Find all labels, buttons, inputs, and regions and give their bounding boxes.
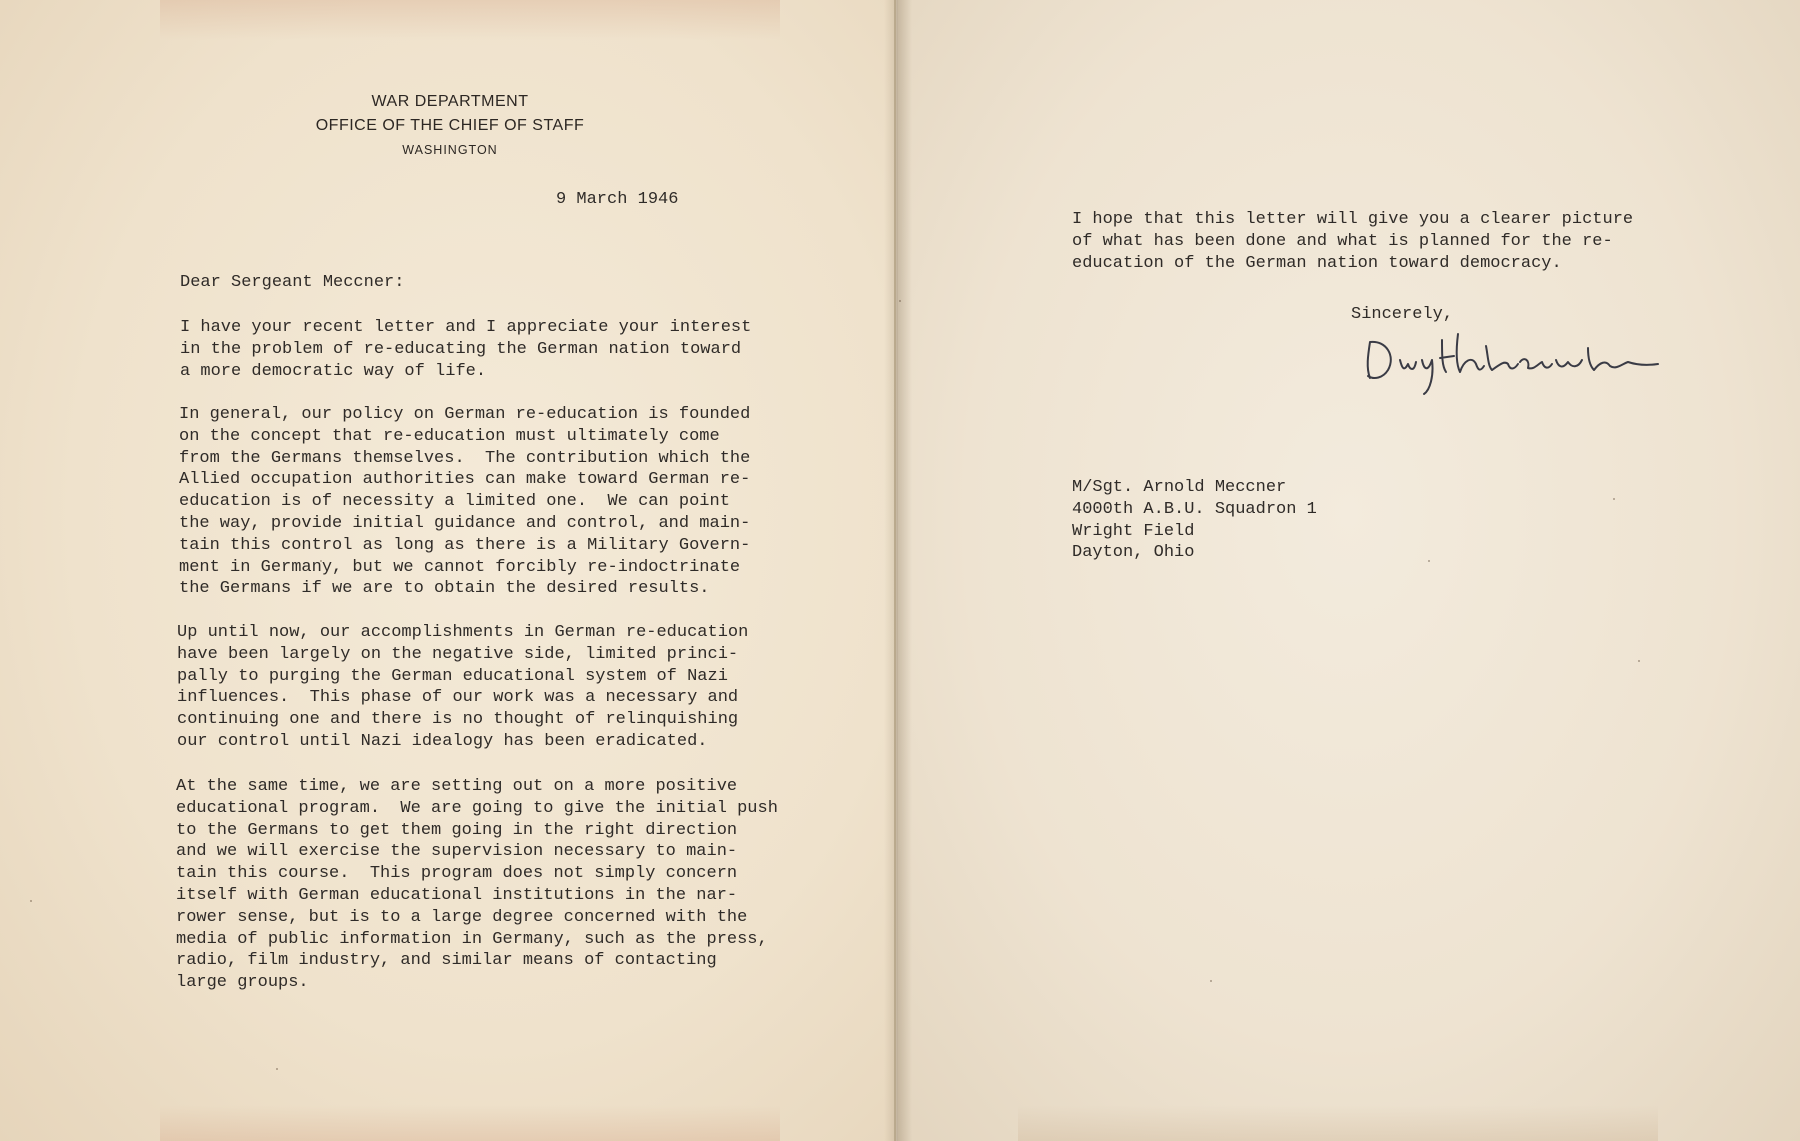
- letterhead-department: WAR DEPARTMENT: [371, 93, 529, 110]
- paper-stain-top: [160, 0, 780, 40]
- paper-stain-bottom: [1018, 1105, 1658, 1141]
- body-paragraph: Up until now, our accomplishments in German re-education have been largely on the negative side, limited princi- pally to purging the German educational system of Nazi influences. This phase of our work was a necessary and continuing one and there is no thought of relinquishing our control until Nazi idealogy has been eradicated.: [177, 623, 749, 751]
- recipient-address: [1072, 477, 1317, 564]
- closing-paragraph: I hope that this letter will give you a clearer picture of what has been done and what is planned for the re- education of the German nation toward democracy.: [1072, 210, 1634, 273]
- letterhead-office: OFFICE OF THE CHIEF OF STAFF: [315, 117, 585, 134]
- address-line: 4000th A.B.U. Squadron 1: [1072, 499, 1317, 519]
- paper-stain-bottom: [160, 1105, 780, 1141]
- letterhead: [290, 90, 610, 162]
- letterhead-city: WASHINGTON: [402, 143, 498, 157]
- body-paragraph: I have your recent letter and I appreciate your interest in the problem of re-educating the German nation toward a more democratic way of life.: [180, 318, 752, 381]
- complimentary-close: Sincerely,: [1351, 305, 1454, 324]
- body-paragraph: In general, our policy on German re-education is founded on the concept that re-education must ultimately come from the Germans themselves. The contribution which the Allied occupation authorities can make toward German re- education is of necessity a limited one. We can point the way, provide initial guidance and control, and main- tain this control as long as there is a Military Govern- ment in Germany, but we cannot forcibly re-indoctrinate the Germans if we are to obtain the desired results.: [179, 405, 751, 599]
- address-line: Dayton, Ohio: [1072, 543, 1195, 563]
- address-line: Wright Field: [1072, 521, 1195, 541]
- handwritten-signature: [1358, 320, 1668, 400]
- salutation: Dear Sergeant Meccner:: [180, 273, 405, 292]
- address-line: M/Sgt. Arnold Meccner: [1072, 478, 1287, 497]
- body-paragraph: At the same time, we are setting out on a more positive educational program. We are going to give the initial push to the Germans to get them going in the right direction and we will exercise the supervision necessary to main- tain this course. This program does not simply concern itself with German educational institutions in the nar- rower sense, but is to a large degree concerned with the media of public information in Germany, such as the press, radio, film industry, and similar means of contacting large groups.: [176, 777, 778, 993]
- letter-page-two: [898, 0, 1800, 1141]
- letter-date: 9 March 1946: [556, 190, 679, 209]
- letter-page-one: [0, 0, 896, 1141]
